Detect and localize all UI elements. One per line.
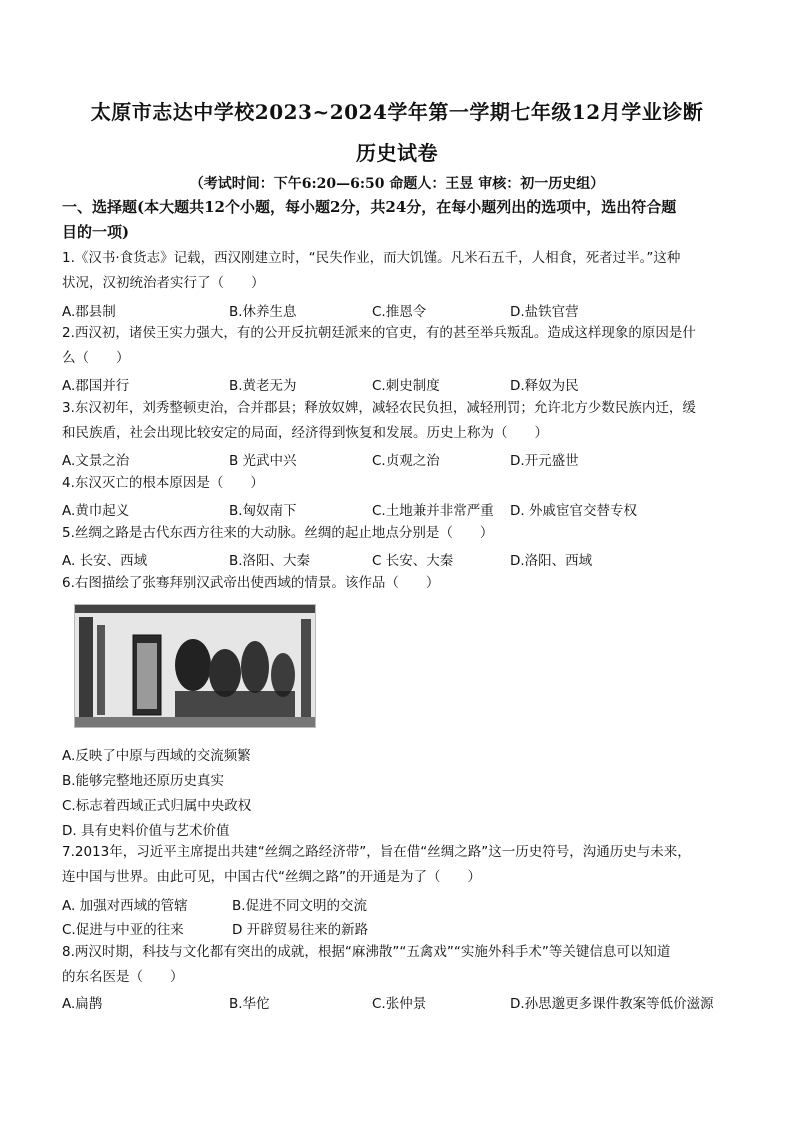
question-text-line1: 8.两汉时期，科技与文化都有突出的成就，根据“麻沸散”“五禽戏”“实施外科手术”等关键信息可以知道	[62, 944, 671, 960]
option-b: B.洛阳、大秦	[229, 553, 311, 569]
question-text-line2: 么（ ）	[62, 350, 130, 366]
option-b: B.休养生息	[229, 304, 297, 320]
option-a: A. 长安、西域	[62, 553, 148, 569]
option-b: B 光武中兴	[229, 453, 297, 469]
option-b: B.促进不同文明的交流	[232, 898, 368, 914]
question-6	[62, 571, 742, 596]
mural-image-icon	[75, 605, 315, 727]
option-a: A.文景之治	[62, 453, 130, 469]
section-heading	[62, 195, 742, 245]
question-8	[62, 940, 742, 990]
question-1-options	[62, 300, 742, 322]
question-5	[62, 521, 742, 546]
question-7	[62, 840, 742, 890]
question-3-options	[62, 449, 742, 471]
question-7-options-row2	[62, 918, 742, 940]
option-a: A.郡县制	[62, 304, 116, 320]
question-text-line1: 2.西汉初，诸侯王实力强大，有的公开反抗朝廷派来的官吏，有的甚至举兵叛乱。造成这样现象的原因是什	[62, 325, 696, 341]
question-6-option-d: D. 具有史料价值与艺术价值	[62, 823, 230, 839]
option-d: D 开辟贸易往来的新路	[232, 922, 369, 938]
question-8-options	[62, 992, 742, 1014]
option-d: D.开元盛世	[510, 453, 579, 469]
option-d: D.孙思邈更多课件教案等低价滋源	[510, 996, 714, 1012]
section-heading-line2: 目的一项)	[62, 223, 130, 241]
question-text-line1: 7.2013年，习近平主席提出共建“丝绸之路经济带”，旨在借“丝绸之路”这一历史符号，沟通历史与未来，	[62, 844, 691, 860]
option-c: C.贞观之治	[372, 453, 440, 469]
option-a: A.扁鹊	[62, 996, 103, 1012]
option-c: C.促进与中亚的往来	[62, 922, 184, 938]
option-b: B.华佗	[229, 996, 270, 1012]
section-heading-line1: 一、选择题(本大题共12个小题，每小题2分，共24分，在每小题列出的选项中，选出符合题	[62, 198, 677, 216]
question-3	[62, 396, 742, 446]
option-c: C.推恩令	[372, 304, 427, 320]
question-text-line1: 3.东汉初年，刘秀整顿吏治，合并郡县；释放奴婢，减轻农民负担，减轻刑罚；允许北方少数民族内迁，缓	[62, 400, 696, 416]
option-c: C.土地兼并非常严重	[372, 503, 494, 519]
option-d: D.盐铁官营	[510, 304, 579, 320]
question-6-option-b: B.能够完整地还原历史真实	[62, 773, 225, 789]
option-a: A. 加强对西域的管辖	[62, 898, 188, 914]
option-d: D.释奴为民	[510, 378, 579, 394]
question-text-line1: 6.右图描绘了张骞拜别汉武帝出使西域的情景。该作品（ ）	[62, 575, 440, 591]
question-text-line1: 1.《汉书·食货志》记载，西汉刚建立时，“民失作业，而大饥馑。凡米石五千，人相食，死者过半。”这种	[62, 250, 681, 266]
option-a: A.郡国并行	[62, 378, 130, 394]
option-d: D.洛阳、西域	[510, 553, 593, 569]
question-text-line2: 和民族盾，社会出现比较安定的局面，经济得到恢复和发展。历史上称为（ ）	[62, 425, 548, 441]
mural-image	[74, 604, 316, 728]
question-text-line2: 连中国与世界。由此可见，中国古代“丝绸之路”的开通是为了（ ）	[62, 869, 481, 885]
exam-info: （考试时间：下午6:20—6:50 命题人：王昱 审核：初一历史组）	[189, 176, 605, 192]
question-7-options-row1	[62, 894, 742, 916]
option-c: C.张仲景	[372, 996, 427, 1012]
option-a: A.黄巾起义	[62, 503, 130, 519]
question-2	[62, 321, 742, 371]
question-text-line1: 5.丝绸之路是古代东西方往来的大动脉。丝绸的起止地点分别是（ ）	[62, 525, 494, 541]
question-2-options	[62, 374, 742, 396]
option-b: B.黄老无为	[229, 378, 297, 394]
question-4	[62, 471, 742, 496]
exam-subtitle: 历史试卷	[356, 141, 438, 165]
option-c: C 长安、大秦	[372, 553, 454, 569]
question-1	[62, 246, 742, 296]
option-d: D. 外戚宦官交替专权	[510, 503, 637, 519]
option-c: C.刺史制度	[372, 378, 440, 394]
question-text-line2: 的东名医是（ ）	[62, 969, 184, 985]
question-text-line2: 状况，汉初统治者实行了（ ）	[62, 275, 265, 291]
question-6-option-c: C.标志着西域正式归属中央政权	[62, 798, 252, 814]
option-b: B.匈奴南下	[229, 503, 297, 519]
exam-title: 太原市志达中学校2023~2024学年第一学期七年级12月学业诊断	[90, 100, 704, 124]
question-5-options	[62, 549, 742, 571]
question-4-options	[62, 499, 742, 521]
question-6-option-a: A.反映了中原与西域的交流频繁	[62, 748, 251, 764]
question-text-line1: 4.东汉灭亡的根本原因是（ ）	[62, 475, 264, 491]
